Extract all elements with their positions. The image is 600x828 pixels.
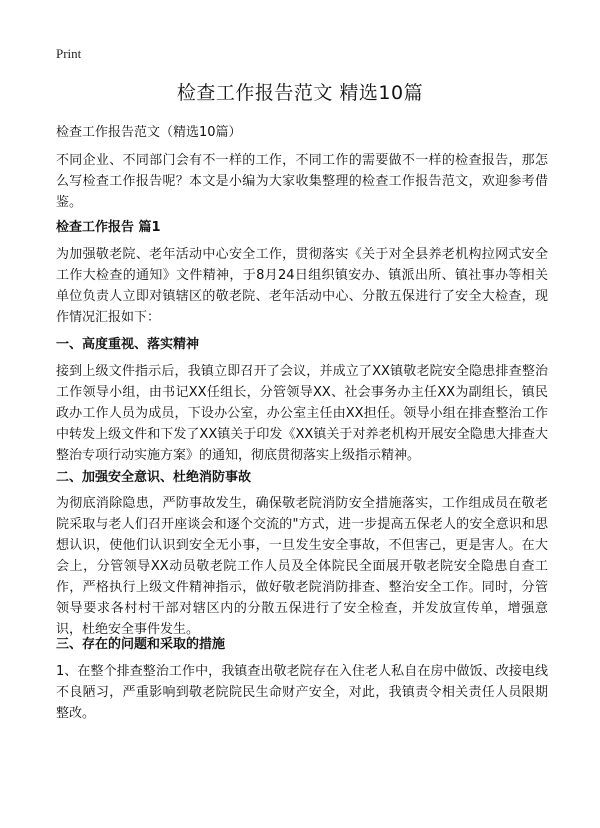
page-title: 检查工作报告范文 精选10篇: [176, 82, 424, 104]
section-paragraph-1: 接到上级文件指示后，我镇立即召开了会议，并成立了XX镇敬老院安全隐患排查整治工作领导小组，由书记XX任组长，分管领导XX、社会事务办主任XX为副组长，镇民政办工作人员为成员，下设办公室，办公室主任由XX担任。领导小组在排查整治工作中转发上级文件和下发了XX镇关于印发《XX镇关于对养老机构开展安全隐患大排查大整治专项行动实施方案》的通知，彻底贯彻落实上级指示精神。: [56, 364, 548, 463]
print-link[interactable]: Print: [56, 46, 82, 61]
section-paragraph-2: 为彻底消除隐患，严防事故发生，确保敬老院消防安全措施落实，工作组成员在敬老院采取与老人们召开座谈会和逐个交流的"方式，进一步提高五保老人的安全意识和思想认识，使他们认识到安全无小事，一旦发生安全事故，不但害己，更是害人。在大会上，分管领导XX动员敬老院工作人员及全体院民全面展开敬老院安全隐患自查工作，严格执行上级文件精神指示，做好敬老院消防排查、整治安全工作。同时，分管领导要求各村村干部对辖区内的分散五保进行了安全检查，并发放宣传单，增强意识，杜绝安全事件发生。: [56, 496, 548, 637]
intro-paragraph: 不同企业、不同部门会有不一样的工作，不同工作的需要做不一样的检查报告，那怎么写检查工作报告呢？本文是小编为大家收集整理的检查工作报告范文，欢迎参考借鉴。: [56, 153, 548, 210]
section-paragraph-3: 1、在整个排查整治工作中，我镇查出敬老院存在入住老人私自在房中做饭、改接电线不良陋习，严重影响到敬老院院民生命财产安全，对此，我镇责令相关责任人员限期整改。: [56, 664, 548, 721]
article-paragraph: 为加强敬老院、老年活动中心安全工作，贯彻落实《关于对全县养老机构拉网式安全工作大检查的通知》文件精神，于8月24日组织镇安办、镇派出所、镇社事办等相关单位负责人立即对镇辖区的敬老院、老年活动中心、分散五保进行了安全大检查，现作情况汇报如下：: [56, 247, 548, 325]
section-heading-1: 一、高度重视、落实精神: [56, 337, 200, 352]
section-heading-3: 三、存在的问题和采取的措施: [56, 637, 226, 652]
article-heading: 检查工作报告 篇1: [56, 220, 161, 235]
section-heading-2: 二、加强安全意识、杜绝消防事故: [56, 470, 252, 485]
document-subtitle: 检查工作报告范文（精选10篇）: [56, 125, 242, 140]
